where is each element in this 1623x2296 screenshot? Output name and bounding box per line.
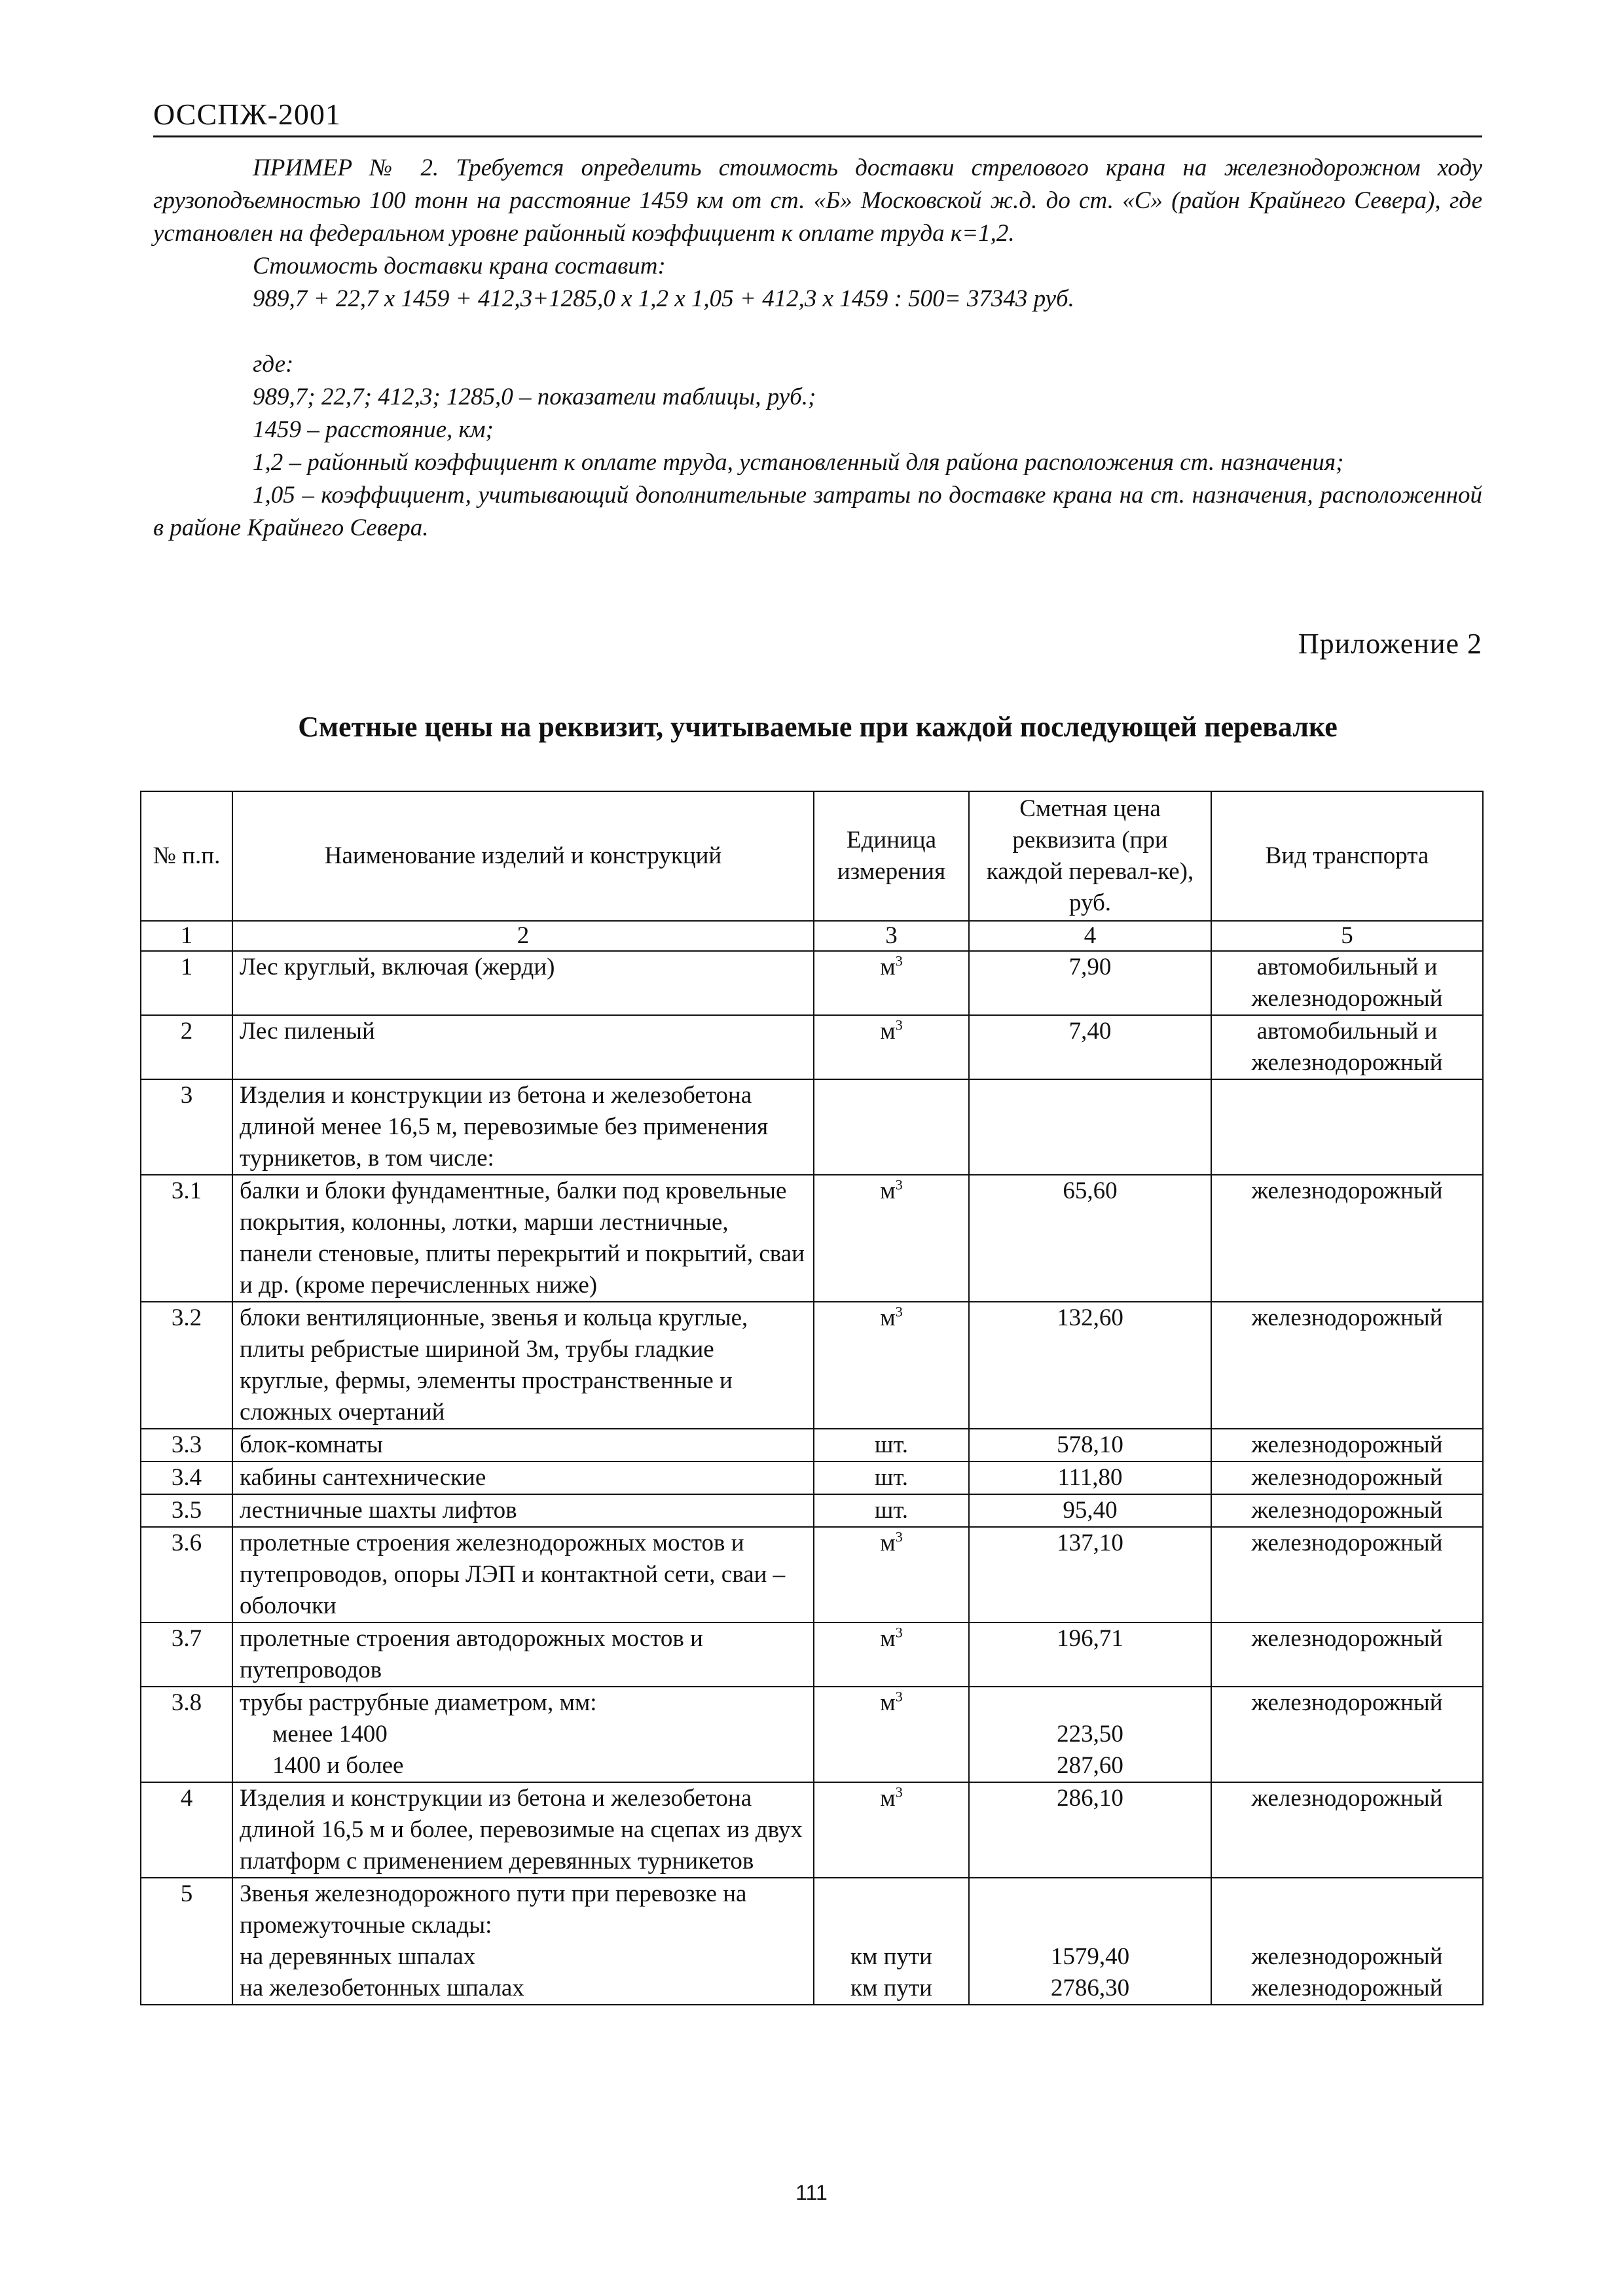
example-formula: 989,7 + 22,7 х 1459 + 412,3+1285,0 х 1,2 х 1,05 + 412,3 х 1459 : 500= 37343 руб. (253, 285, 1074, 312)
row-unit (814, 1302, 969, 1429)
definition-1: 989,7; 22,7; 412,3; 1285,0 – показатели таблицы, руб.; (253, 384, 816, 410)
row-transport: железнодорожный (1211, 1687, 1483, 1782)
unit-text: м (880, 1177, 896, 1204)
row-subitem-name: 1400 и более (272, 1752, 404, 1779)
row-transport: железнодорожный (1211, 1494, 1483, 1527)
row-name: блоки вентиляционные, звенья и кольца круглые, плиты ребристые шириной 3м, трубы гладкие круглые, фермы, элементы пространственные и сложных очертаний (232, 1302, 814, 1429)
table-header-row (141, 791, 1483, 921)
row-unit (814, 1462, 969, 1494)
unit-text: м (880, 1018, 896, 1045)
row-unit (814, 1429, 969, 1462)
row-num: 3.6 (141, 1527, 232, 1623)
row-unit (814, 1782, 969, 1878)
unit-text: шт. (874, 1497, 909, 1524)
table-row (141, 1782, 1483, 1878)
row-transport: железнодорожный (1211, 1302, 1483, 1429)
row-transport: автомобильный и железнодорожный (1211, 1015, 1483, 1079)
header-transport: Вид транспорта (1211, 791, 1483, 921)
table-row (141, 1878, 1483, 2005)
row-price: 7,90 (969, 951, 1211, 1015)
column-number: 4 (969, 921, 1211, 951)
row-subitem-price: 287,60 (1057, 1752, 1123, 1779)
example-intro: Стоимость доставки крана составит: (253, 253, 666, 279)
row-price: 196,71 (969, 1623, 1211, 1687)
row-name: Изделия и конструкции из бетона и железобетона длиной менее 16,5 м, перевозимые без применения турникетов, в том числе: (232, 1079, 814, 1175)
unit-text: м (880, 1304, 896, 1331)
table-row (141, 1494, 1483, 1527)
row-price: 95,40 (969, 1494, 1211, 1527)
row-num: 5 (141, 1878, 232, 2005)
header-price: Сметная цена реквизита (при каждой перевал-ке), руб. (969, 791, 1211, 921)
page-number: 111 (795, 2181, 828, 2204)
row-price (969, 1687, 1211, 1782)
row-transport: автомобильный и железнодорожный (1211, 951, 1483, 1015)
row-price: 132,60 (969, 1302, 1211, 1429)
row-transport: железнодорожный (1211, 1462, 1483, 1494)
column-number: 2 (232, 921, 814, 951)
document-code: ОССПЖ-2001 (153, 97, 1482, 137)
unit-superscript: 3 (895, 1528, 903, 1545)
row-unit (814, 1623, 969, 1687)
definition-4: 1,05 – коэффициент, учитывающий дополнительные затраты по доставке крана на ст. назначения, расположенной в районе Крайнего Севера. (153, 482, 1482, 541)
row-unit (814, 1175, 969, 1302)
unit-text: шт. (874, 1464, 909, 1491)
table-row (141, 1302, 1483, 1429)
row-num: 3 (141, 1079, 232, 1175)
table-row (141, 1015, 1483, 1079)
row-subitem-unit: км пути (850, 1975, 932, 2001)
unit-superscript: 3 (895, 1303, 903, 1320)
unit-superscript: 3 (895, 1784, 903, 1801)
table-row (141, 1175, 1483, 1302)
row-name: Лес пиленый (232, 1015, 814, 1079)
row-subitem-name: на железобетонных шпалах (240, 1975, 524, 2001)
unit-text: шт. (874, 1431, 909, 1458)
header-num: № п.п. (141, 791, 232, 921)
row-transport: железнодорожный (1211, 1782, 1483, 1878)
column-number: 3 (814, 921, 969, 951)
row-price: 137,10 (969, 1527, 1211, 1623)
unit-superscript: 3 (895, 1688, 903, 1705)
row-unit (814, 1527, 969, 1623)
row-price: 7,40 (969, 1015, 1211, 1079)
table-row (141, 1623, 1483, 1687)
example-block (153, 152, 1482, 545)
row-transport (1211, 1878, 1483, 2005)
column-number: 1 (141, 921, 232, 951)
price-table (140, 791, 1484, 2005)
definition-3: 1,2 – районный коэффициент к оплате труда, установленный для района расположения ст. назначения; (253, 449, 1344, 476)
row-name: балки и блоки фундаментные, балки под кровельные покрытия, колонны, лотки, марши лестничные, панели стеновые, плиты перекрытий и покрытий, сваи и др. (кроме перечисленных ниже) (232, 1175, 814, 1302)
table-title: Сметные цены на реквизит, учитываемые при каждой последующей перевалке (298, 711, 1338, 743)
example-paragraph: ПРИМЕР № 2. Требуется определить стоимость доставки стрелового крана на железнодорожном ходу грузоподъемностью 100 тонн на расстояние 1459 км от ст. «Б» Московской ж.д. до ст. «С» (район Крайнего Севера), где установлен на федеральном уровне районный коэффициент к оплате труда к=1,2. (153, 154, 1482, 247)
row-num: 3.1 (141, 1175, 232, 1302)
row-subitem-name: менее 1400 (272, 1721, 388, 1748)
row-price: 65,60 (969, 1175, 1211, 1302)
unit-superscript: 3 (895, 952, 903, 969)
table-row (141, 1429, 1483, 1462)
unit-text: м (880, 1530, 896, 1556)
row-price: 286,10 (969, 1782, 1211, 1878)
row-subitem-unit: км пути (850, 1943, 932, 1970)
unit-text: м (880, 1785, 896, 1812)
row-unit (814, 1015, 969, 1079)
unit-text: м (880, 1625, 896, 1652)
row-subitem-price: 223,50 (1057, 1721, 1123, 1748)
row-name: Изделия и конструкции из бетона и железобетона длиной 16,5 м и более, перевозимые на сцепах из двух платформ с применением деревянных турникетов (232, 1782, 814, 1878)
row-name: лестничные шахты лифтов (232, 1494, 814, 1527)
row-name-main: Звенья железнодорожного пути при перевозке на промежуточные склады: (240, 1880, 747, 1939)
row-name: пролетные строения железнодорожных мостов и путепроводов, опоры ЛЭП и контактной сети, сваи – оболочки (232, 1527, 814, 1623)
row-name: кабины сантехнические (232, 1462, 814, 1494)
row-num: 3.2 (141, 1302, 232, 1429)
row-price (969, 1878, 1211, 2005)
row-name (232, 1878, 814, 2005)
row-price: 578,10 (969, 1429, 1211, 1462)
row-unit (814, 1878, 969, 2005)
row-unit (814, 1687, 969, 1782)
row-price (969, 1079, 1211, 1175)
table-row (141, 1687, 1483, 1782)
row-num: 2 (141, 1015, 232, 1079)
column-number-row (141, 921, 1483, 951)
row-name: пролетные строения автодорожных мостов и путепроводов (232, 1623, 814, 1687)
row-transport (1211, 1079, 1483, 1175)
row-num: 3.8 (141, 1687, 232, 1782)
row-transport: железнодорожный (1211, 1527, 1483, 1623)
row-num: 4 (141, 1782, 232, 1878)
row-subitem-price: 2786,30 (1050, 1975, 1130, 2001)
row-subitem-name: на деревянных шпалах (240, 1943, 476, 1970)
row-transport: железнодорожный (1211, 1623, 1483, 1687)
unit-superscript: 3 (895, 1016, 903, 1033)
row-transport: железнодорожный (1211, 1429, 1483, 1462)
row-num: 1 (141, 951, 232, 1015)
row-unit (814, 951, 969, 1015)
header-unit: Единица измерения (814, 791, 969, 921)
row-subitem-transport: железнодорожный (1251, 1943, 1443, 1970)
definition-2: 1459 – расстояние, км; (253, 416, 494, 443)
row-name: Лес круглый, включая (жерди) (232, 951, 814, 1015)
table-row (141, 951, 1483, 1015)
row-transport: железнодорожный (1211, 1175, 1483, 1302)
row-price: 111,80 (969, 1462, 1211, 1494)
header-name: Наименование изделий и конструкций (232, 791, 814, 921)
unit-text: м (880, 954, 896, 980)
table-row (141, 1527, 1483, 1623)
row-unit (814, 1079, 969, 1175)
row-num: 3.4 (141, 1462, 232, 1494)
table-row (141, 1079, 1483, 1175)
unit-text: м (880, 1689, 896, 1716)
table-row (141, 1462, 1483, 1494)
row-name-main: трубы раструбные диаметром, мм: (240, 1689, 597, 1716)
row-subitem-transport: железнодорожный (1251, 1975, 1443, 2001)
column-number: 5 (1211, 921, 1483, 951)
unit-superscript: 3 (895, 1176, 903, 1193)
unit-superscript: 3 (895, 1624, 903, 1641)
row-num: 3.3 (141, 1429, 232, 1462)
where-label: где: (253, 351, 294, 378)
row-num: 3.5 (141, 1494, 232, 1527)
row-num: 3.7 (141, 1623, 232, 1687)
row-name (232, 1687, 814, 1782)
row-unit (814, 1494, 969, 1527)
row-name: блок-комнаты (232, 1429, 814, 1462)
appendix-label: Приложение 2 (1298, 628, 1482, 660)
row-subitem-price: 1579,40 (1050, 1943, 1130, 1970)
